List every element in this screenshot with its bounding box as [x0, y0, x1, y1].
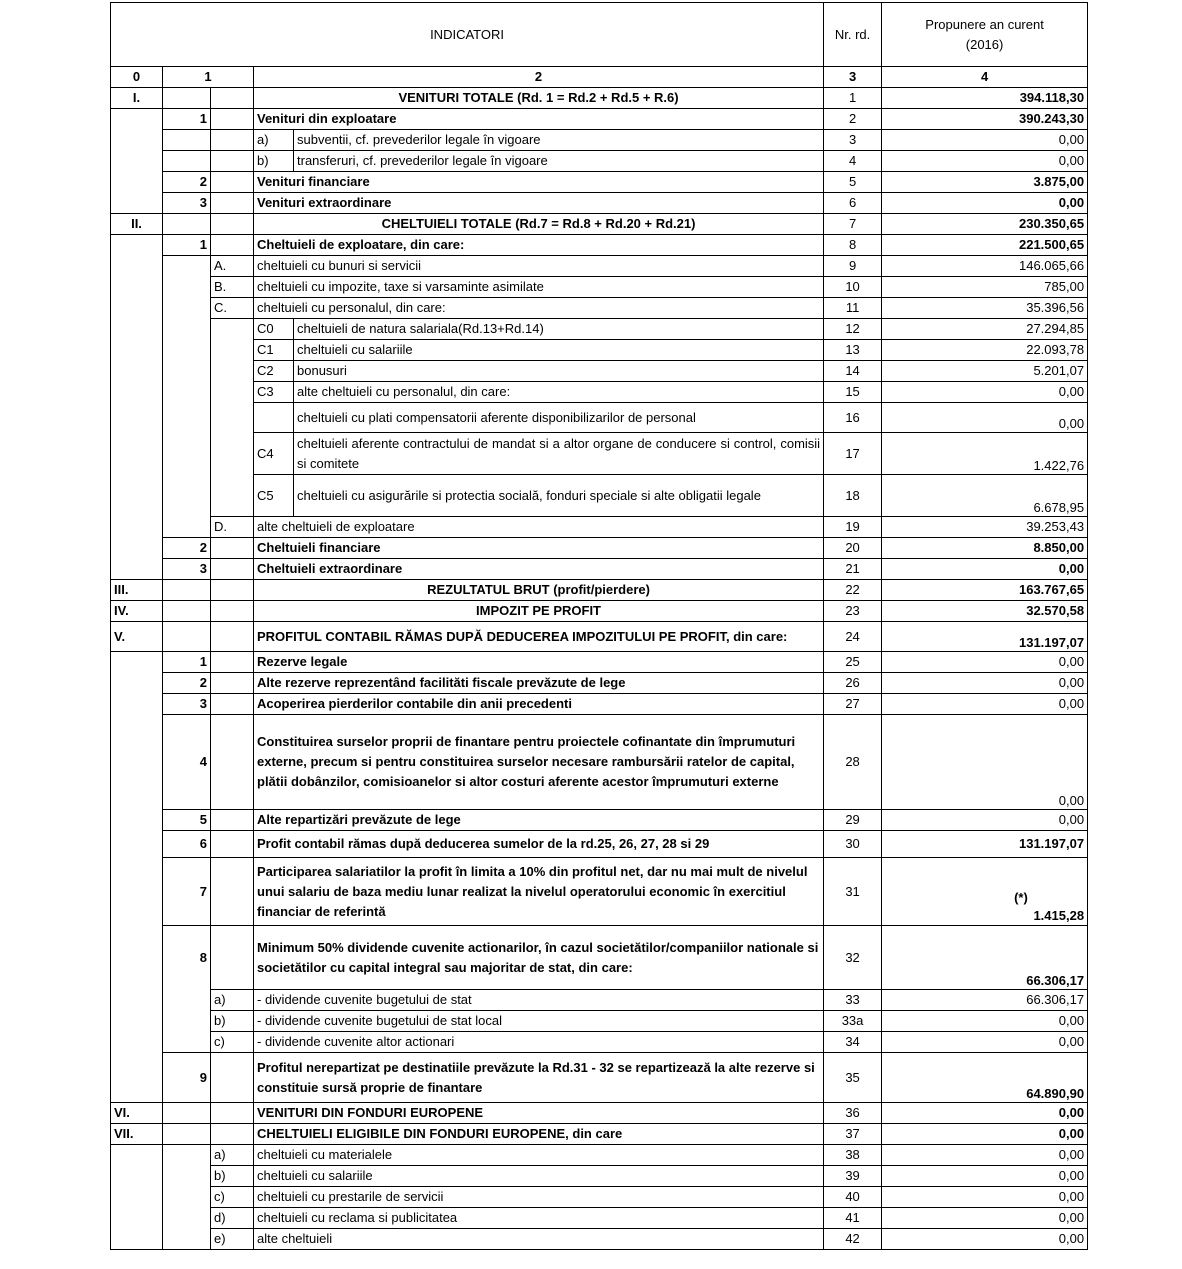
- sub-index: 8: [163, 926, 211, 990]
- table-row: [111, 1229, 1088, 1250]
- sub-index: 7: [163, 858, 211, 926]
- row-value-amount: 1.415,28: [1033, 908, 1085, 923]
- section-roman: IV.: [111, 601, 163, 622]
- section-roman: V.: [111, 622, 163, 652]
- row-text: cheltuieli aferente contractului de mandat si a altor organe de conducere si control, comisii si comitete: [294, 433, 824, 475]
- row-text: cheltuieli cu personalul, din care:: [254, 298, 824, 319]
- row-value: 66.306,17: [882, 926, 1088, 990]
- table-row: [111, 1011, 1088, 1032]
- row-value: 1.422,76: [882, 433, 1088, 475]
- table-row: [111, 622, 1088, 652]
- row-number: 39: [824, 1166, 882, 1187]
- table-row: [111, 1053, 1088, 1103]
- row-number: 27: [824, 694, 882, 715]
- row-value: 0,00: [882, 1103, 1088, 1124]
- row-value: 0,00: [882, 151, 1088, 172]
- row-text: cheltuieli cu prestarile de servicii: [254, 1187, 824, 1208]
- row-value: 0,00: [882, 1124, 1088, 1145]
- row-number: 13: [824, 340, 882, 361]
- row-number: 21: [824, 559, 882, 580]
- row-value: 0,00: [882, 1145, 1088, 1166]
- table-row: [111, 319, 1088, 340]
- sub-index: 9: [163, 1053, 211, 1103]
- row-text: Alte rezerve reprezentând facilităti fiscale prevăzute de lege: [254, 673, 824, 694]
- row-letter: a): [211, 1145, 254, 1166]
- row-value: 0,00: [882, 1166, 1088, 1187]
- col-number: 1: [163, 67, 254, 88]
- row-text: Venituri extraordinare: [254, 193, 824, 214]
- row-value: 32.570,58: [882, 601, 1088, 622]
- row-number: 1: [824, 88, 882, 109]
- table-row: [111, 151, 1088, 172]
- row-letter: C.: [211, 298, 254, 319]
- row-number: 37: [824, 1124, 882, 1145]
- table-row: [111, 475, 1088, 517]
- row-value: 394.118,30: [882, 88, 1088, 109]
- header-indicatori: INDICATORI: [111, 3, 824, 67]
- table-row: [111, 601, 1088, 622]
- row-text: REZULTATUL BRUT (profit/pierdere): [254, 580, 824, 601]
- row-text: VENITURI DIN FONDURI EUROPENE: [254, 1103, 824, 1124]
- row-code: C1: [254, 340, 294, 361]
- row-value: 0,00: [882, 1208, 1088, 1229]
- row-number: 33a: [824, 1011, 882, 1032]
- table-row: [111, 517, 1088, 538]
- row-text: cheltuieli cu asigurările si protectia socială, fonduri speciale si alte obligatii legale: [294, 475, 824, 517]
- table-row: [111, 1103, 1088, 1124]
- row-number: 12: [824, 319, 882, 340]
- row-value: 131.197,07: [882, 831, 1088, 858]
- row-text: Acoperirea pierderilor contabile din anii precedenti: [254, 694, 824, 715]
- sub-index: 4: [163, 715, 211, 810]
- row-number: 33: [824, 990, 882, 1011]
- table-row: [111, 109, 1088, 130]
- row-value: 146.065,66: [882, 256, 1088, 277]
- row-value: 0,00: [882, 193, 1088, 214]
- row-number: 3: [824, 130, 882, 151]
- row-letter: b): [254, 151, 294, 172]
- row-value: 0,00: [882, 382, 1088, 403]
- row-text: cheltuieli cu plati compensatorii aferente disponibilizarilor de personal: [294, 403, 824, 433]
- row-text: Rezerve legale: [254, 652, 824, 673]
- row-value: 0,00: [882, 559, 1088, 580]
- row-text: cheltuieli cu materialele: [254, 1145, 824, 1166]
- row-text: Constituirea surselor proprii de finantare pentru proiectele cofinantate din împrumuturi externe, precum si pentru constituirea surselor necesare rambursării ratelor de capital, plătii dobânzilor, comisioanelor si altor costuri aferente acestor împrumuturi externe: [254, 715, 824, 810]
- header-nr-rd: Nr. rd.: [824, 3, 882, 67]
- row-text: alte cheltuieli: [254, 1229, 824, 1250]
- row-value: 0,00: [882, 403, 1088, 433]
- row-number: 34: [824, 1032, 882, 1053]
- table-row: [111, 214, 1088, 235]
- row-number: 40: [824, 1187, 882, 1208]
- table-row: [111, 193, 1088, 214]
- row-number: 29: [824, 810, 882, 831]
- section-roman: II.: [111, 214, 163, 235]
- footnote-marker: (*): [1014, 890, 1028, 905]
- row-value: 390.243,30: [882, 109, 1088, 130]
- row-text: cheltuieli cu salariile: [254, 1166, 824, 1187]
- budget-sheet: [110, 2, 1087, 1250]
- row-text: Cheltuieli de exploatare, din care:: [254, 235, 824, 256]
- row-number: 38: [824, 1145, 882, 1166]
- header-propunere-line1: Propunere an curent: [925, 16, 1044, 32]
- table-row: [111, 1187, 1088, 1208]
- row-number: 32: [824, 926, 882, 990]
- row-code: C0: [254, 319, 294, 340]
- indicators-table: [110, 2, 1088, 1250]
- row-number: 26: [824, 673, 882, 694]
- row-number: 14: [824, 361, 882, 382]
- row-number: 42: [824, 1229, 882, 1250]
- row-text: alte cheltuieli de exploatare: [254, 517, 824, 538]
- sub-index: 3: [163, 193, 211, 214]
- row-value: 22.093,78: [882, 340, 1088, 361]
- col-number: 2: [254, 67, 824, 88]
- row-text: Venituri din exploatare: [254, 109, 824, 130]
- table-row: [111, 559, 1088, 580]
- table-row: [111, 340, 1088, 361]
- sub-index: 5: [163, 810, 211, 831]
- table-row: [111, 580, 1088, 601]
- row-value: 35.396,56: [882, 298, 1088, 319]
- header-propunere: [882, 3, 1088, 67]
- row-text: - dividende cuvenite bugetului de stat: [254, 990, 824, 1011]
- row-number: 8: [824, 235, 882, 256]
- table-header-row: [111, 3, 1088, 67]
- row-letter: c): [211, 1032, 254, 1053]
- row-value: 0,00: [882, 1032, 1088, 1053]
- row-number: 30: [824, 831, 882, 858]
- row-letter: a): [254, 130, 294, 151]
- row-letter: b): [211, 1011, 254, 1032]
- row-value: 0,00: [882, 715, 1088, 810]
- row-letter: a): [211, 990, 254, 1011]
- table-row: [111, 433, 1088, 475]
- table-row: [111, 1166, 1088, 1187]
- table-row: [111, 130, 1088, 151]
- col-number: 3: [824, 67, 882, 88]
- row-letter: B.: [211, 277, 254, 298]
- row-number: 23: [824, 601, 882, 622]
- col-number: 4: [882, 67, 1088, 88]
- row-letter: b): [211, 1166, 254, 1187]
- sub-index: 1: [163, 235, 211, 256]
- row-value: 221.500,65: [882, 235, 1088, 256]
- row-value: 6.678,95: [882, 475, 1088, 517]
- table-row: [111, 1032, 1088, 1053]
- table-row: [111, 382, 1088, 403]
- table-row: [111, 673, 1088, 694]
- row-value: 64.890,90: [882, 1053, 1088, 1103]
- row-text: bonusuri: [294, 361, 824, 382]
- row-text: Profit contabil rămas după deducerea sumelor de la rd.25, 26, 27, 28 si 29: [254, 831, 824, 858]
- table-row: [111, 694, 1088, 715]
- row-number: 16: [824, 403, 882, 433]
- row-number: 24: [824, 622, 882, 652]
- row-number: 7: [824, 214, 882, 235]
- sub-index: 2: [163, 673, 211, 694]
- table-row: [111, 88, 1088, 109]
- row-number: 28: [824, 715, 882, 810]
- row-letter: e): [211, 1229, 254, 1250]
- row-number: 9: [824, 256, 882, 277]
- row-code: C4: [254, 433, 294, 475]
- row-code: C2: [254, 361, 294, 382]
- row-number: 41: [824, 1208, 882, 1229]
- row-letter: d): [211, 1208, 254, 1229]
- section-roman: I.: [111, 88, 163, 109]
- table-row: [111, 403, 1088, 433]
- table-row: [111, 715, 1088, 810]
- row-text: Minimum 50% dividende cuvenite actionarilor, în cazul societătilor/companiilor nationale si societătilor cu capital integral sau majoritar de stat, din care:: [254, 926, 824, 990]
- table-row: [111, 1208, 1088, 1229]
- row-letter: c): [211, 1187, 254, 1208]
- table-row: [111, 858, 1088, 926]
- row-code: C5: [254, 475, 294, 517]
- row-value: 66.306,17: [882, 990, 1088, 1011]
- table-row: [111, 1124, 1088, 1145]
- row-number: 18: [824, 475, 882, 517]
- row-text: - dividende cuvenite bugetului de stat local: [254, 1011, 824, 1032]
- row-value: [882, 858, 1088, 926]
- row-value: 230.350,65: [882, 214, 1088, 235]
- row-text: Cheltuieli extraordinare: [254, 559, 824, 580]
- row-letter: A.: [211, 256, 254, 277]
- row-number: 31: [824, 858, 882, 926]
- column-number-row: [111, 67, 1088, 88]
- table-row: [111, 926, 1088, 990]
- row-number: 17: [824, 433, 882, 475]
- row-number: 10: [824, 277, 882, 298]
- row-value: 8.850,00: [882, 538, 1088, 559]
- sub-index: 6: [163, 831, 211, 858]
- row-value: 0,00: [882, 810, 1088, 831]
- table-row: [111, 277, 1088, 298]
- row-text: cheltuieli cu salariile: [294, 340, 824, 361]
- table-row: [111, 235, 1088, 256]
- row-text: cheltuieli de natura salariala(Rd.13+Rd.14): [294, 319, 824, 340]
- row-text: transferuri, cf. prevederilor legale în vigoare: [294, 151, 824, 172]
- sub-index: 3: [163, 694, 211, 715]
- header-propunere-line2: (2016): [965, 36, 1004, 52]
- row-value: 27.294,85: [882, 319, 1088, 340]
- row-number: 6: [824, 193, 882, 214]
- row-value: 131.197,07: [882, 622, 1088, 652]
- sub-index: 1: [163, 109, 211, 130]
- table-row: [111, 256, 1088, 277]
- row-code: C3: [254, 382, 294, 403]
- row-value: 785,00: [882, 277, 1088, 298]
- row-text: alte cheltuieli cu personalul, din care:: [294, 382, 824, 403]
- table-row: [111, 1145, 1088, 1166]
- row-number: 35: [824, 1053, 882, 1103]
- row-value: 5.201,07: [882, 361, 1088, 382]
- row-text: Profitul nerepartizat pe destinatiile prevăzute la Rd.31 - 32 se repartizează la alte rezerve si constituie sursă proprie de finantare: [254, 1053, 824, 1103]
- row-value: 0,00: [882, 1187, 1088, 1208]
- row-number: 25: [824, 652, 882, 673]
- row-text: - dividende cuvenite altor actionari: [254, 1032, 824, 1053]
- row-number: 5: [824, 172, 882, 193]
- sub-index: 2: [163, 538, 211, 559]
- row-text: Venituri financiare: [254, 172, 824, 193]
- row-number: 19: [824, 517, 882, 538]
- row-text: VENITURI TOTALE (Rd. 1 = Rd.2 + Rd.5 + R.6): [254, 88, 824, 109]
- row-text: cheltuieli cu reclama si publicitatea: [254, 1208, 824, 1229]
- row-text: cheltuieli cu bunuri si servicii: [254, 256, 824, 277]
- row-text: CHELTUIELI TOTALE (Rd.7 = Rd.8 + Rd.20 + Rd.21): [254, 214, 824, 235]
- row-number: 20: [824, 538, 882, 559]
- table-row: [111, 652, 1088, 673]
- row-text: Alte repartizări prevăzute de lege: [254, 810, 824, 831]
- row-text: Participarea salariatilor la profit în limita a 10% din profitul net, dar nu mai mult de nivelul unui salariu de baza mediu lunar realizat la nivelul operatorului economic în exercitiul financiar de referintă: [254, 858, 824, 926]
- row-value: 39.253,43: [882, 517, 1088, 538]
- row-text: CHELTUIELI ELIGIBILE DIN FONDURI EUROPENE, din care: [254, 1124, 824, 1145]
- section-roman: III.: [111, 580, 163, 601]
- row-value: 0,00: [882, 1229, 1088, 1250]
- row-number: 2: [824, 109, 882, 130]
- table-row: [111, 172, 1088, 193]
- col-number: 0: [111, 67, 163, 88]
- sub-index: 3: [163, 559, 211, 580]
- row-value: 0,00: [882, 694, 1088, 715]
- row-value: 3.875,00: [882, 172, 1088, 193]
- row-number: 36: [824, 1103, 882, 1124]
- row-number: 11: [824, 298, 882, 319]
- table-row: [111, 538, 1088, 559]
- table-row: [111, 831, 1088, 858]
- row-value: 163.767,65: [882, 580, 1088, 601]
- row-letter: D.: [211, 517, 254, 538]
- row-value: 0,00: [882, 673, 1088, 694]
- row-text: IMPOZIT PE PROFIT: [254, 601, 824, 622]
- table-row: [111, 990, 1088, 1011]
- row-number: 15: [824, 382, 882, 403]
- section-roman: VI.: [111, 1103, 163, 1124]
- row-text: subventii, cf. prevederilor legale în vigoare: [294, 130, 824, 151]
- table-row: [111, 810, 1088, 831]
- row-text: Cheltuieli financiare: [254, 538, 824, 559]
- table-row: [111, 298, 1088, 319]
- sub-index: 1: [163, 652, 211, 673]
- sub-index: 2: [163, 172, 211, 193]
- table-row: [111, 361, 1088, 382]
- row-number: 4: [824, 151, 882, 172]
- row-number: 22: [824, 580, 882, 601]
- row-text: PROFITUL CONTABIL RĂMAS DUPĂ DEDUCEREA IMPOZITULUI PE PROFIT, din care:: [254, 622, 824, 652]
- row-value: 0,00: [882, 130, 1088, 151]
- section-roman: VII.: [111, 1124, 163, 1145]
- row-text: cheltuieli cu impozite, taxe si varsaminte asimilate: [254, 277, 824, 298]
- row-value: 0,00: [882, 1011, 1088, 1032]
- row-value: 0,00: [882, 652, 1088, 673]
